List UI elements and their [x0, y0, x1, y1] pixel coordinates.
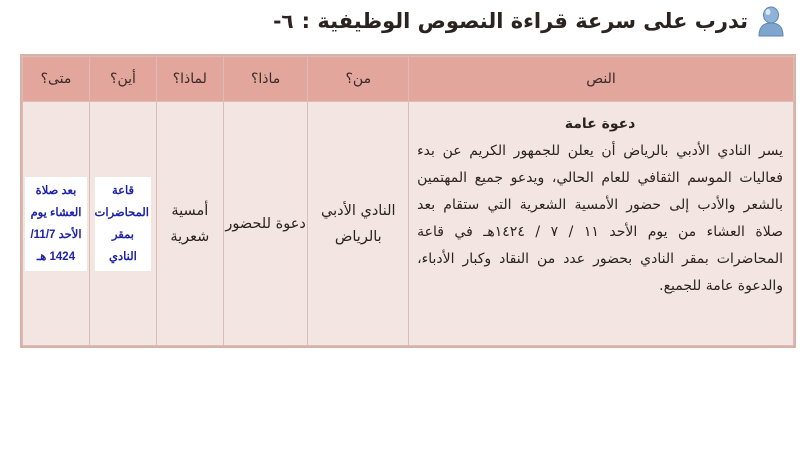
exercise-title: تدرب على سرعة قراءة النصوص الوظيفية : — [301, 9, 748, 33]
who-cell — [308, 102, 409, 346]
who-value: النادي الأدبي بالرياض — [321, 202, 396, 245]
when-answer: بعد صلاة العشاء يوم الأحد 11/7/ 1424 هـ — [25, 177, 87, 271]
exercise-number: ٦- — [273, 9, 294, 33]
table-header-row — [23, 57, 794, 102]
header-what: ماذا؟ — [223, 57, 308, 102]
header-where: أين؟ — [90, 57, 157, 102]
what-value: دعوة للحضور — [225, 215, 306, 232]
text-cell — [409, 102, 794, 346]
header-who: من؟ — [308, 57, 409, 102]
where-answer: قاعة المحاضرات بمقر النادي — [95, 177, 151, 271]
exercise-heading — [273, 4, 786, 38]
why-value: أمسية شعرية — [170, 202, 210, 245]
header-text: النص — [409, 57, 794, 102]
where-cell — [90, 102, 157, 346]
table-row — [23, 102, 794, 346]
announcement-body: يسر النادي الأدبي بالرياض أن يعلن للجمهور الكريم عن بدء فعاليات الموسم الثقافي للعام الحالي، ويدعو جميع المهتمين بالشعر والأدب إلى حضور الأمسية الشعرية التي ستقام بعد صلاة العشاء من يوم الأحد ١١ / ٧ / ١٤٢٤هـ في قاعة المحاضرات بمقر النادي بحضور عدد من النقاد وكبار الأدباء، والدعوة عامة للجميع. — [417, 143, 783, 294]
why-cell — [156, 102, 223, 346]
header-when: متى؟ — [23, 57, 90, 102]
what-cell — [223, 102, 308, 346]
functional-text-table — [20, 54, 796, 348]
when-cell — [23, 102, 90, 346]
header-why: لماذا؟ — [156, 57, 223, 102]
person-reading-icon — [756, 5, 786, 37]
announcement-title: دعوة عامة — [564, 116, 636, 132]
